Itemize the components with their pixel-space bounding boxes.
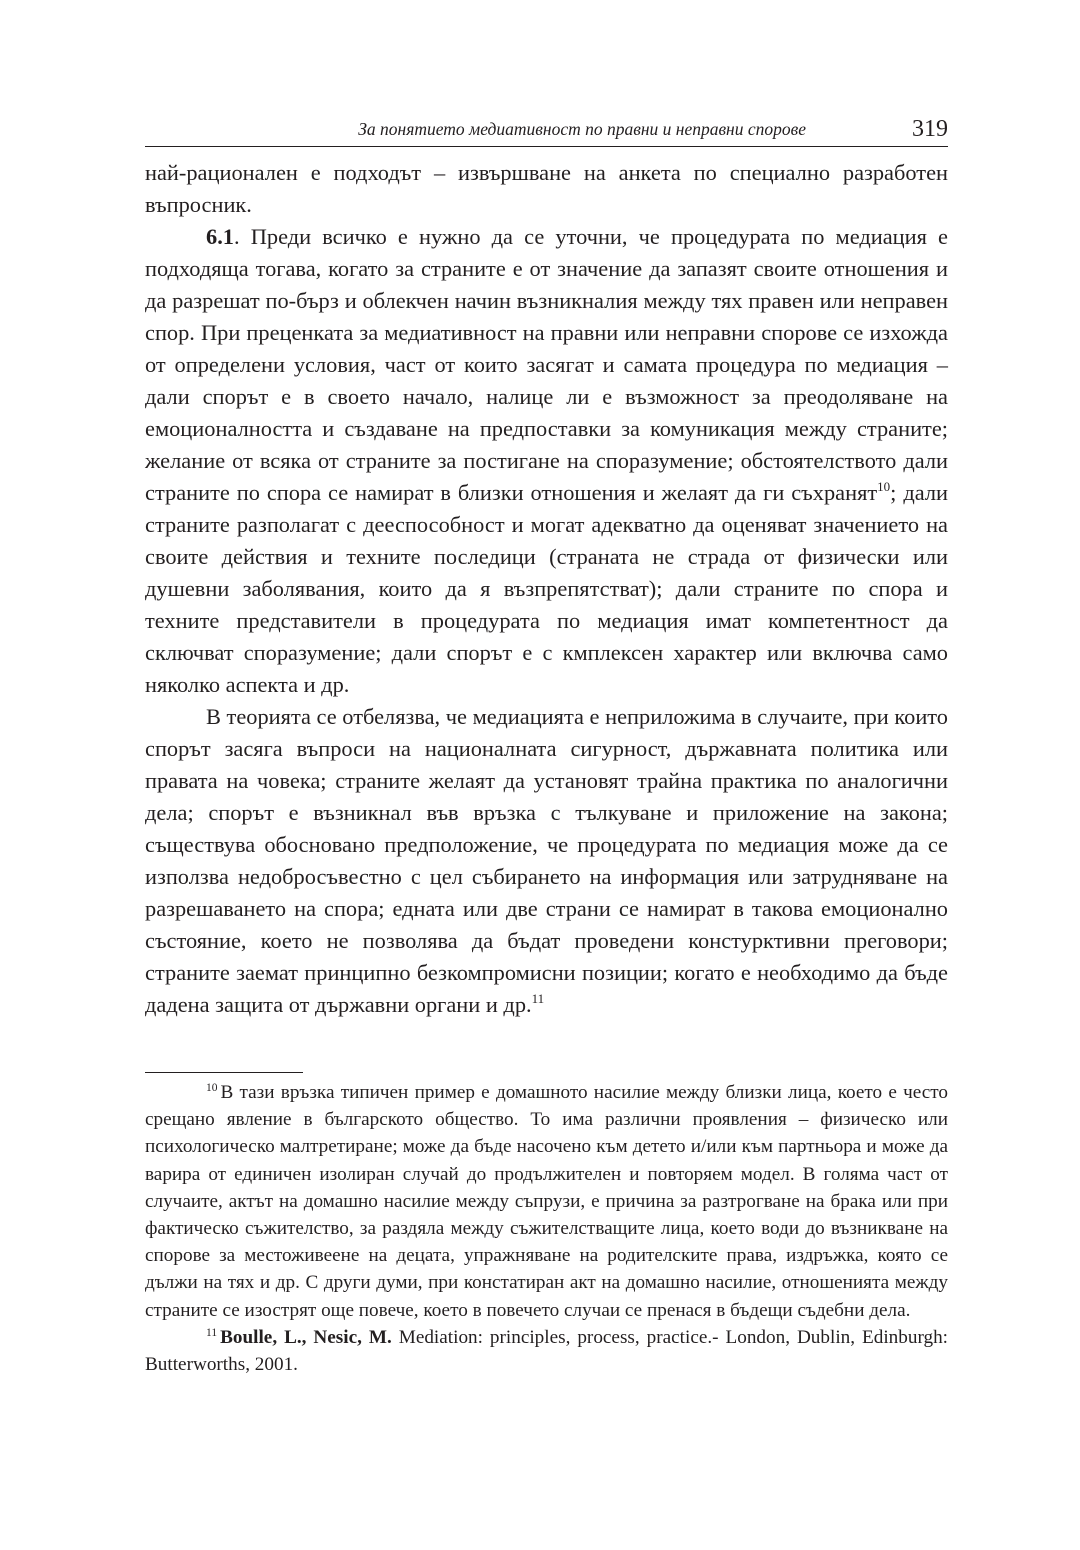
footnote-separator [145, 1072, 303, 1073]
section-label: 6.1 [206, 224, 234, 249]
footnote-authors: Boulle, L., Nesic, M. [220, 1326, 392, 1348]
footnotes [145, 1079, 948, 1378]
footnote-number: 10 [206, 1082, 218, 1094]
footnote-11 [145, 1324, 948, 1378]
footnote-text: Mediation: principles, process, practice.- London, Dublin, Edinburgh: Butterworths, 2001. [145, 1326, 949, 1376]
paragraph-3-text: В теорията се отбелязва, че медиацията е неприложима в случаите, при които спорът засяга въпроси на националната сигурност, държавната политика или правата на човека; страните желаят да установят трайна практика по аналогични дела; спорът е възникнал във връзка с тълкуване и приложение на закона; съществува обосновано предположение, че процедурата по медиация може да се използва недобросъвестно с цел събирането на информация или затрудняване на разрешаването на спора; едната или две страни се намират в такова емоционално състояние, което не позволява да бъдат проведени констурктивни преговори; страните заемат принципно безкомпромисни позиции; когато е необходимо да бъде дадена защита от държавни органи и др. [145, 704, 948, 1017]
footnote-number: 11 [206, 1326, 218, 1339]
paragraph-2-text-b: ; дали страните разполагат с дееспособност и могат адекватно да оценяват значението на своите действия и техните последици (страната не страда от физически или душевни заболявания, които да я възпрепятстват); дали страните по спора и техните представители в процедурата по медиация имат компетентност да сключват споразумение; дали спорът е с кмплексен характер или включва само няколко аспекта и др. [145, 480, 948, 697]
footnote-text: В тази връзка типичен пример е домашното насилие между близки лица, което е често срещано явление в българското общество. То има различни проявления – физическо или психологическо малтретиране; може да бъде насочено към детето и/или към партньора и може да варира от единичен изолиран случай до продължителен и повторяем модел. В голяма част от случаите, актът на домашно насилие между съпрузи, е причина за разтрогване на брака или при фактическо съжителство, за раздяла между съжителстващите лица, което води до възникване на спорове за местоживеене на децата, упражняване на родителските права, издръжка, която се дължи на тях и др. С други думи, при констатиран акт на домашно насилие, отношенията между страните се изострят още повече, което в повечето случаи се пренася в бъдещи съдебни дела. [145, 1082, 948, 1321]
footnote-10 [145, 1079, 948, 1324]
footnote-ref-10[interactable]: 10 [877, 479, 891, 494]
paragraph-2-text-a: . Преди всичко е нужно да се уточни, че процедурата по медиация е подходяща тогава, когато за страните е от значение да запазят своите отношения и да разрешат по-бърз и облекчен начин възникналия между тях правен или неправен спор. При преценката за медиативност на правни или неправни спорове се изхожда от определени условия, част от които засягат и самата процедура по медиация – дали спорът е в своето начало, налице ли е възможност за преодоляване на емоционалността и създаване на предпоставки за комуникация между страните; желание от всяка от страните за постигане на споразумение; обстоятелството дали страните по спора се намират в близки отношения и желаят да ги съхранят [145, 224, 948, 505]
paragraph-2 [145, 221, 948, 701]
running-title: За понятието медиативност по правни и неправни спорове [358, 119, 806, 139]
running-header [145, 112, 948, 147]
page-number: 319 [912, 116, 948, 142]
body-text [145, 157, 948, 1021]
paragraph-1: най-рационален е подходът – извършване на анкета по специално разработен въпросник. [145, 160, 948, 217]
footnote-ref-11[interactable]: 11 [531, 991, 545, 1006]
paragraph-3 [145, 701, 948, 1021]
